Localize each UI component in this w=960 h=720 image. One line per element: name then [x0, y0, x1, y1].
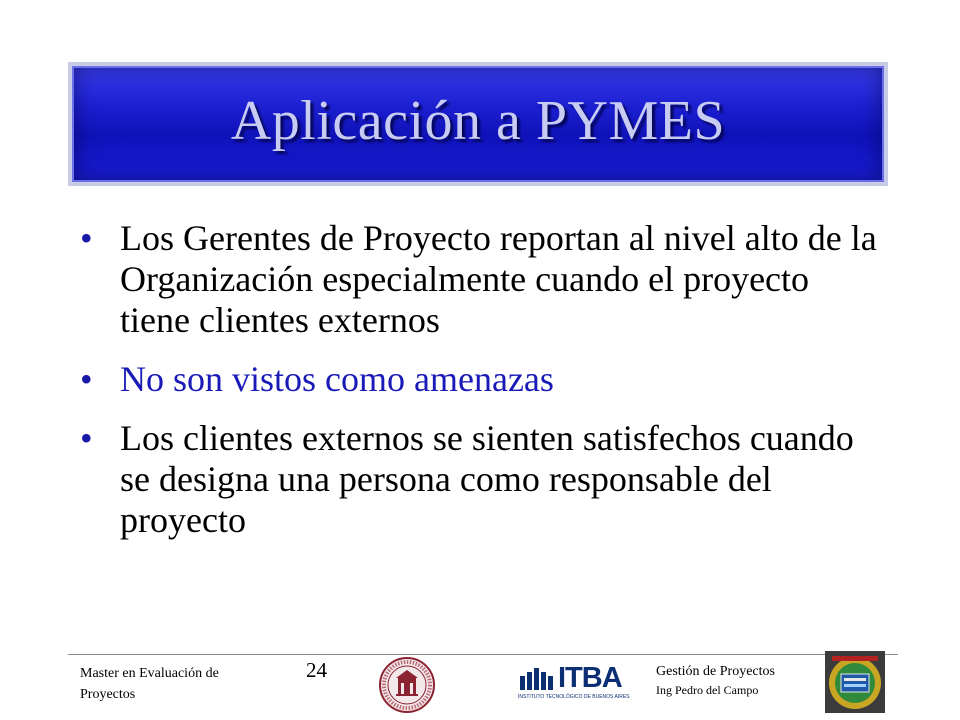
footer-subject: Gestión de Proyectos	[656, 664, 775, 679]
page-number: 24	[306, 658, 327, 682]
bullet-marker: •	[80, 359, 93, 399]
bullet-list	[80, 218, 880, 559]
footer-author-block	[656, 663, 816, 699]
bullet-item	[80, 418, 880, 541]
itba-logo-icon	[518, 666, 556, 690]
footer-course-name: Master en Evaluación de Proyectos	[80, 666, 219, 702]
project-badge-icon	[824, 650, 886, 714]
bullet-text: Los Gerentes de Proyecto reportan al nivel alto de la Organización especialmente cuando el proyecto tiene clientes externos	[120, 218, 877, 340]
bullet-item	[80, 218, 880, 341]
slide-title: Aplicación a PYMES	[230, 90, 726, 152]
itba-wordmark: ITBA	[558, 662, 622, 694]
bullet-text: No son vistos como amenazas	[120, 359, 554, 399]
bullet-item	[80, 359, 880, 400]
title-banner	[68, 62, 888, 186]
bullet-marker: •	[80, 418, 93, 458]
footer-divider	[68, 654, 898, 655]
bullet-marker: •	[80, 218, 93, 258]
itba-logo	[518, 662, 630, 706]
footer-author: Ing Pedro del Campo	[656, 683, 759, 697]
university-seal-icon	[378, 656, 436, 714]
bullet-text: Los clientes externos se sienten satisfechos cuando se designa una persona como responsable del proyecto	[120, 418, 854, 540]
itba-subtitle: INSTITUTO TECNOLÓGICO DE BUENOS AIRES	[518, 694, 630, 700]
